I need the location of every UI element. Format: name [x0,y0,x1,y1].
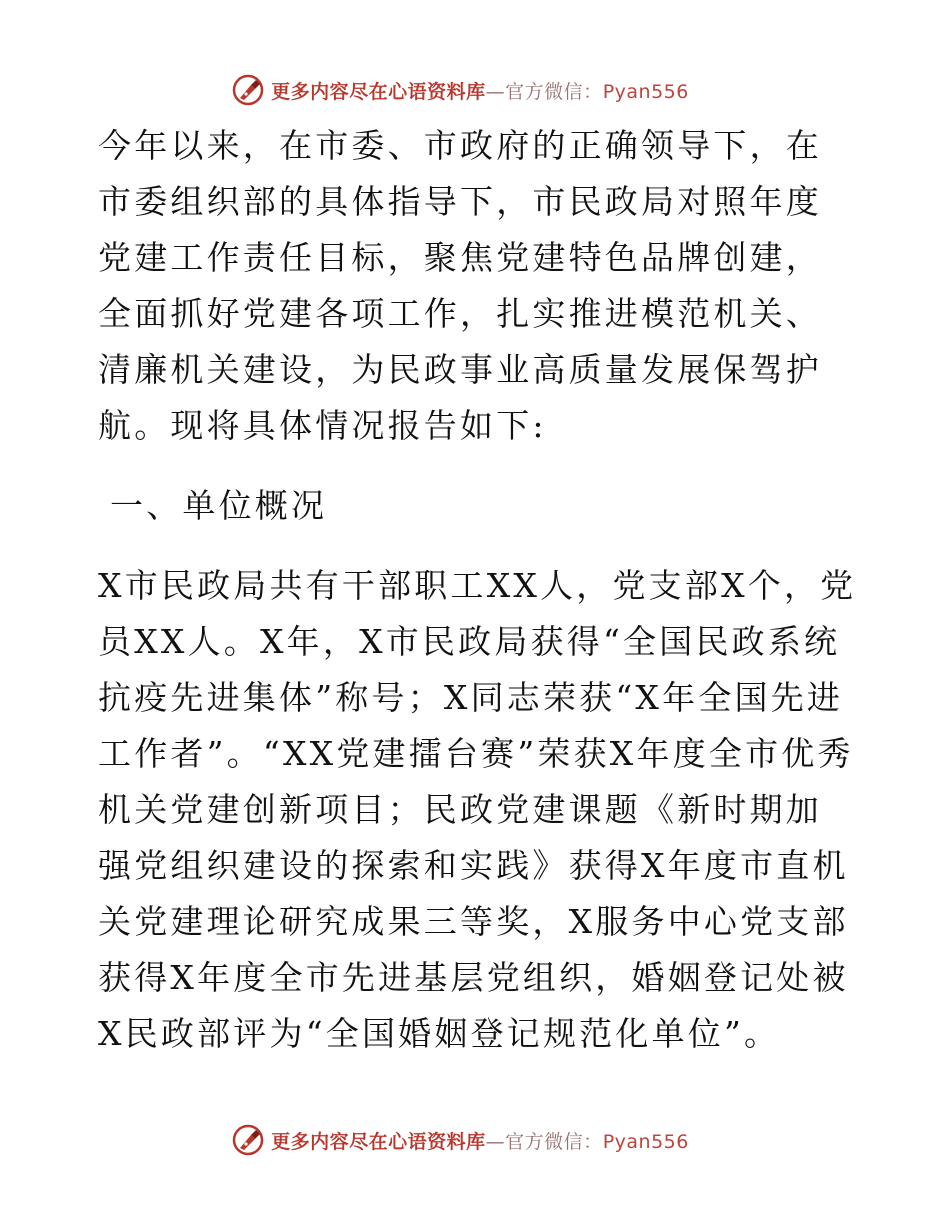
spacer [98,534,858,558]
intro-paragraph: 今年以来，在市委、市政府的正确领导下，在市委组织部的具体指导下，市民政局对照年度党建工作责任目标，聚焦党建特色品牌创建，全面抓好党建各项工作，扎实推进模范机关、清廉机关建设，为民政事业高质量发展保驾护航。现将具体情况报告如下: [98,126,822,445]
pen-nib-logo-icon [231,73,265,107]
section-heading: 一、单位概况 [110,486,328,525]
header-banner-separator: — [485,80,506,103]
header-banner-title: 更多内容尽在心语资料库 [271,80,486,103]
document-body [98,118,858,1062]
pen-nib-logo-icon [231,1123,265,1157]
footer-banner [0,1120,950,1160]
header-banner [0,70,950,110]
section-paragraph: X市民政局共有干部职工XX人，党支部X个，党员XX人。X年，X市民政局获得“全国民政系统抗疫先进集体”称号；X同志荣获“X年全国先进工作者”。“XX党建擂台赛”荣获X年度全市优秀机关党建创新项目；民政党建课题《新时期加强党组织建设的探索和实践》获得X年度市直机关党建理论研究成果三等奖，X服务中心党支部获得X年度全市先进基层党组织，婚姻登记处被X民政部评为“全国婚姻登记规范化单位”。 [98,566,857,1053]
footer-banner-contact-id: Pyan556 [602,1130,689,1153]
footer-banner-contact-label: 官方微信： [505,1130,603,1153]
header-banner-text [271,77,689,104]
spacer [98,454,858,478]
header-banner-contact-label: 官方微信： [505,80,603,103]
footer-banner-text [271,1127,689,1154]
footer-banner-separator: — [485,1130,506,1153]
header-banner-contact-id: Pyan556 [602,80,689,103]
footer-banner-title: 更多内容尽在心语资料库 [271,1130,486,1153]
